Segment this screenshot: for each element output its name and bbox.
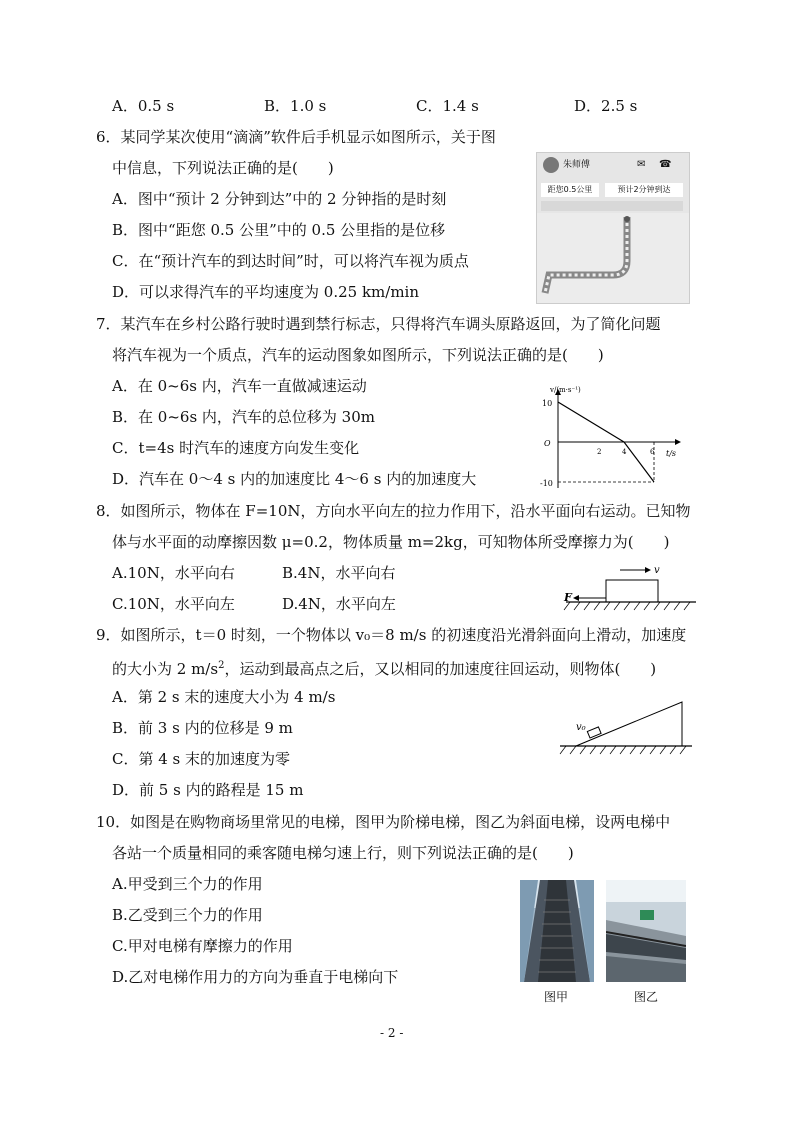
caption-jia: 图甲 [544,990,569,1004]
q8-option-c: C.10N，水平向左 [112,595,235,613]
q10-option-d: D.乙对电梯作用力的方向为垂直于电梯向下 [112,968,399,986]
t-axis-label: t/s [666,449,677,458]
q10-stem-line1: 10．如图是在购物商场里常见的电梯，图甲为阶梯电梯，图乙为斜面电梯，设两电梯中 [96,813,671,831]
block [606,580,658,602]
q7-option-c: C．t=4s 时汽车的速度方向发生变化 [112,439,360,457]
caption-yi: 图乙 [634,990,659,1004]
x-tick-4: 4 [622,448,627,456]
q6-stem-line2: 中信息，下列说法正确的是( ) [112,159,334,177]
q6-option-c: C．在“预计汽车的到达时间”时，可以将汽车视为质点 [112,252,469,270]
q9-stem-line2: 的大小为 2 $m/s^2$，运动到最高点之后，又以相同的加速度往回运动，则物体( ) [112,660,657,678]
velocity-label: v [654,565,660,576]
x-tick-2: 2 [597,448,602,456]
q8-stem-line2: 体与水平面的动摩擦因数 μ=0.2，物体质量 m=2kg，可知物体所受摩擦力为( ) [112,533,670,551]
q9-option-b: B．前 3 s 内的位移是 9 m [112,719,293,737]
q9-option-a: A．第 2 s 末的速度大小为 4 m/s [112,688,336,706]
v-axis-label: v/(m·s⁻¹) [550,386,581,394]
q10-option-a: A.甲受到三个力的作用 [112,875,263,893]
q6-option-a: A．图中“预计 2 分钟到达”中的 2 分钟指的是时刻 [112,190,447,208]
q5-option-a: A．0.5 s [112,97,175,115]
y-tick-neg10: -10 [540,479,553,488]
page-number: - 2 - [380,1026,404,1040]
info-text [541,201,683,211]
q7-stem-line1: 7．某汽车在乡村公路行驶时遇到禁行标志，只得将汽车调头原路返回，为了简化问题 [96,315,661,333]
avatar [543,157,559,173]
q6-stem-line1: 6．某同学某次使用“滴滴”软件后手机显示如图所示，关于图 [96,128,496,146]
q9-option-c: C．第 4 s 末的加速度为零 [112,750,291,768]
q8-option-d: D.4N，水平向左 [282,595,396,613]
escalator-photo-jia [520,880,594,982]
q8-option-b: B.4N，水平向右 [282,564,396,582]
q8-stem-line1: 8．如图所示，物体在 F=10N，方向水平向左的拉力作用下，沿水平面向右运动。已知物 [96,502,691,520]
ground-hatching [564,602,690,610]
q7-option-a: A．在 0~6s 内，汽车一直做减速运动 [112,377,367,395]
incline-figure [556,694,696,762]
q10-option-b: B.乙受到三个力的作用 [112,906,263,924]
q7-option-b: B．在 0~6s 内，汽车的总位移为 30m [112,408,375,426]
q8-figure [560,558,700,614]
force-label: F [564,591,572,604]
eta-label: 预计2分钟到达 [605,183,683,197]
route-map [537,213,689,303]
q10-stem-line2: 各站一个质量相同的乘客随电梯匀速上行，则下列说法正确的是( ) [112,844,574,862]
q10-option-c: C.甲对电梯有摩擦力的作用 [112,937,293,955]
message-icon: ✉ [637,159,646,170]
q8-option-a: A.10N，水平向右 [112,564,235,582]
y-tick-10: 10 [542,399,553,408]
phone-icon: ☎ [659,159,672,170]
q5-option-b: B．1.0 s [264,97,327,115]
q9-stem-line1: 9．如图所示，t＝0 时刻，一个物体以 v₀＝8 m/s 的初速度沿光滑斜面向上滑动，加速度 [96,626,687,644]
q5-option-c: C．1.4 s [416,97,479,115]
q5-option-d: D．2.5 s [574,97,638,115]
distance-label: 距您0.5公里 [541,183,599,197]
v0-label: v₀ [576,722,586,733]
q9-option-d: D．前 5 s 内的路程是 15 m [112,781,304,799]
escalator-photo-yi [606,880,686,982]
incline [576,702,682,746]
ground-hatching [560,746,686,754]
vt-graph [538,382,688,492]
phone-screenshot [536,152,690,304]
x-tick-6: 6 [650,448,655,456]
q6-option-b: B．图中“距您 0.5 公里”中的 0.5 公里指的是位移 [112,221,446,239]
origin-label: O [544,439,551,448]
v-line-segment-1 [558,402,624,442]
q6-option-d: D．可以求得汽车的平均速度为 0.25 km/min [112,283,420,301]
q7-option-d: D．汽车在 0～4 s 内的加速度比 4～6 s 内的加速度大 [112,470,477,488]
driver-name: 朱师傅 [563,160,591,170]
q7-stem-line2: 将汽车视为一个质点，汽车的运动图象如图所示，下列说法正确的是( ) [112,346,604,364]
